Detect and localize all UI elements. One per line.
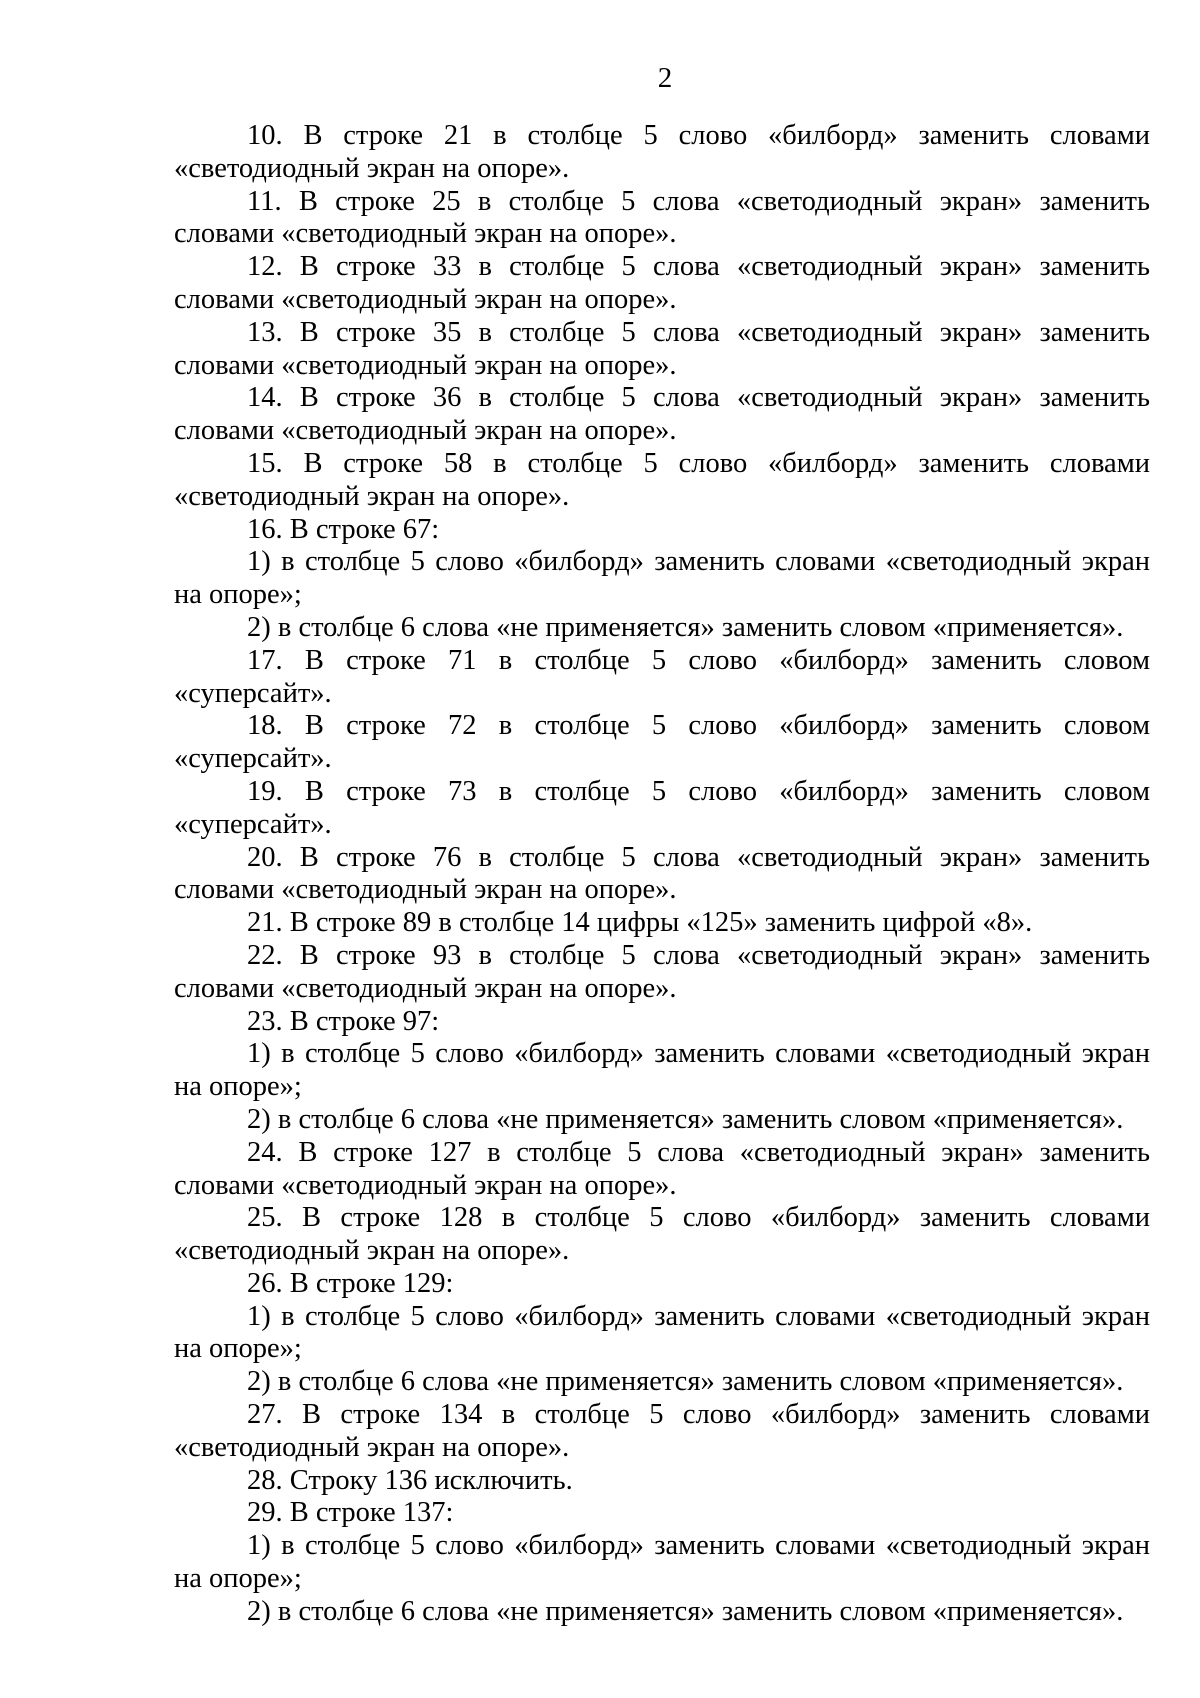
paragraph-item-15: 15. В строке 58 в столбце 5 слово «билборд» заменить словами «светодиодный экран на опоре». [174, 447, 1150, 512]
paragraph-subitem-26-1: 1) в столбце 5 слово «билборд» заменить словами «светодиодный экран на опоре»; [174, 1300, 1150, 1365]
paragraph-item-18: 18. В строке 72 в столбце 5 слово «билборд» заменить словом «суперсайт». [174, 710, 1150, 775]
paragraph-subitem-16-2: 2) в столбце 6 слова «не применяется» заменить словом «применяется». [247, 611, 1124, 643]
document-body [174, 120, 1150, 1629]
paragraph-subitem-26-2: 2) в столбце 6 слова «не применяется» заменить словом «применяется». [247, 1366, 1124, 1398]
paragraph-item-20: 20. В строке 76 в столбце 5 слова «светодиодный экран» заменить словами «светодиодный экран на опоре». [174, 841, 1150, 906]
paragraph-item-10: 10. В строке 21 в столбце 5 слово «билборд» заменить словами «светодиодный экран на опоре». [174, 120, 1150, 184]
paragraph-item-21: 21. В строке 89 в столбце 14 цифры «125» заменить цифрой «8». [247, 907, 1033, 939]
paragraph-item-27: 27. В строке 134 в столбце 5 слово «билборд» заменить словами «светодиодный экран на опоре». [174, 1399, 1150, 1463]
paragraph-item-24: 24. В строке 127 в столбце 5 слова «светодиодный экран» заменить словами «светодиодный экран на опоре». [174, 1136, 1150, 1201]
paragraph-item-13: 13. В строке 35 в столбце 5 слова «светодиодный экран» заменить словами «светодиодный экран на опоре». [174, 316, 1150, 381]
paragraph-item-22: 22. В строке 93 в столбце 5 слова «светодиодный экран» заменить словами «светодиодный экран на опоре». [174, 939, 1150, 1004]
paragraph-item-12: 12. В строке 33 в столбце 5 слова «светодиодный экран» заменить словами «светодиодный экран на опоре». [174, 251, 1150, 315]
paragraph-item-28: 28. Строку 136 исключить. [247, 1464, 573, 1496]
paragraph-subitem-29-1: 1) в столбце 5 слово «билборд» заменить словами «светодиодный экран на опоре»; [174, 1530, 1150, 1595]
paragraph-item-14: 14. В строке 36 в столбце 5 слова «светодиодный экран» заменить словами «светодиодный экран на опоре». [174, 382, 1150, 447]
paragraph-item-29: 29. В строке 137: [247, 1497, 454, 1529]
paragraph-item-23: 23. В строке 97: [247, 1005, 440, 1037]
paragraph-subitem-29-2: 2) в столбце 6 слова «не применяется» заменить словом «применяется». [247, 1595, 1124, 1627]
page-number: 2 [657, 62, 673, 94]
paragraph-item-26: 26. В строке 129: [247, 1267, 454, 1299]
paragraph-item-16: 16. В строке 67: [247, 513, 440, 545]
paragraph-subitem-23-2: 2) в столбце 6 слова «не применяется» заменить словом «применяется». [247, 1103, 1124, 1135]
paragraph-subitem-23-1: 1) в столбце 5 слово «билборд» заменить словами «светодиодный экран на опоре»; [174, 1038, 1150, 1103]
paragraph-item-11: 11. В строке 25 в столбце 5 слова «светодиодный экран» заменить словами «светодиодный экран на опоре». [174, 185, 1150, 250]
paragraph-item-25: 25. В строке 128 в столбце 5 слово «билборд» заменить словами «светодиодный экран на опоре». [174, 1202, 1150, 1267]
paragraph-item-19: 19. В строке 73 в столбце 5 слово «билборд» заменить словом «суперсайт». [174, 775, 1150, 840]
paragraph-item-17: 17. В строке 71 в столбце 5 слово «билборд» заменить словом «суперсайт». [174, 644, 1150, 709]
paragraph-subitem-16-1: 1) в столбце 5 слово «билборд» заменить словами «светодиодный экран на опоре»; [174, 546, 1150, 611]
